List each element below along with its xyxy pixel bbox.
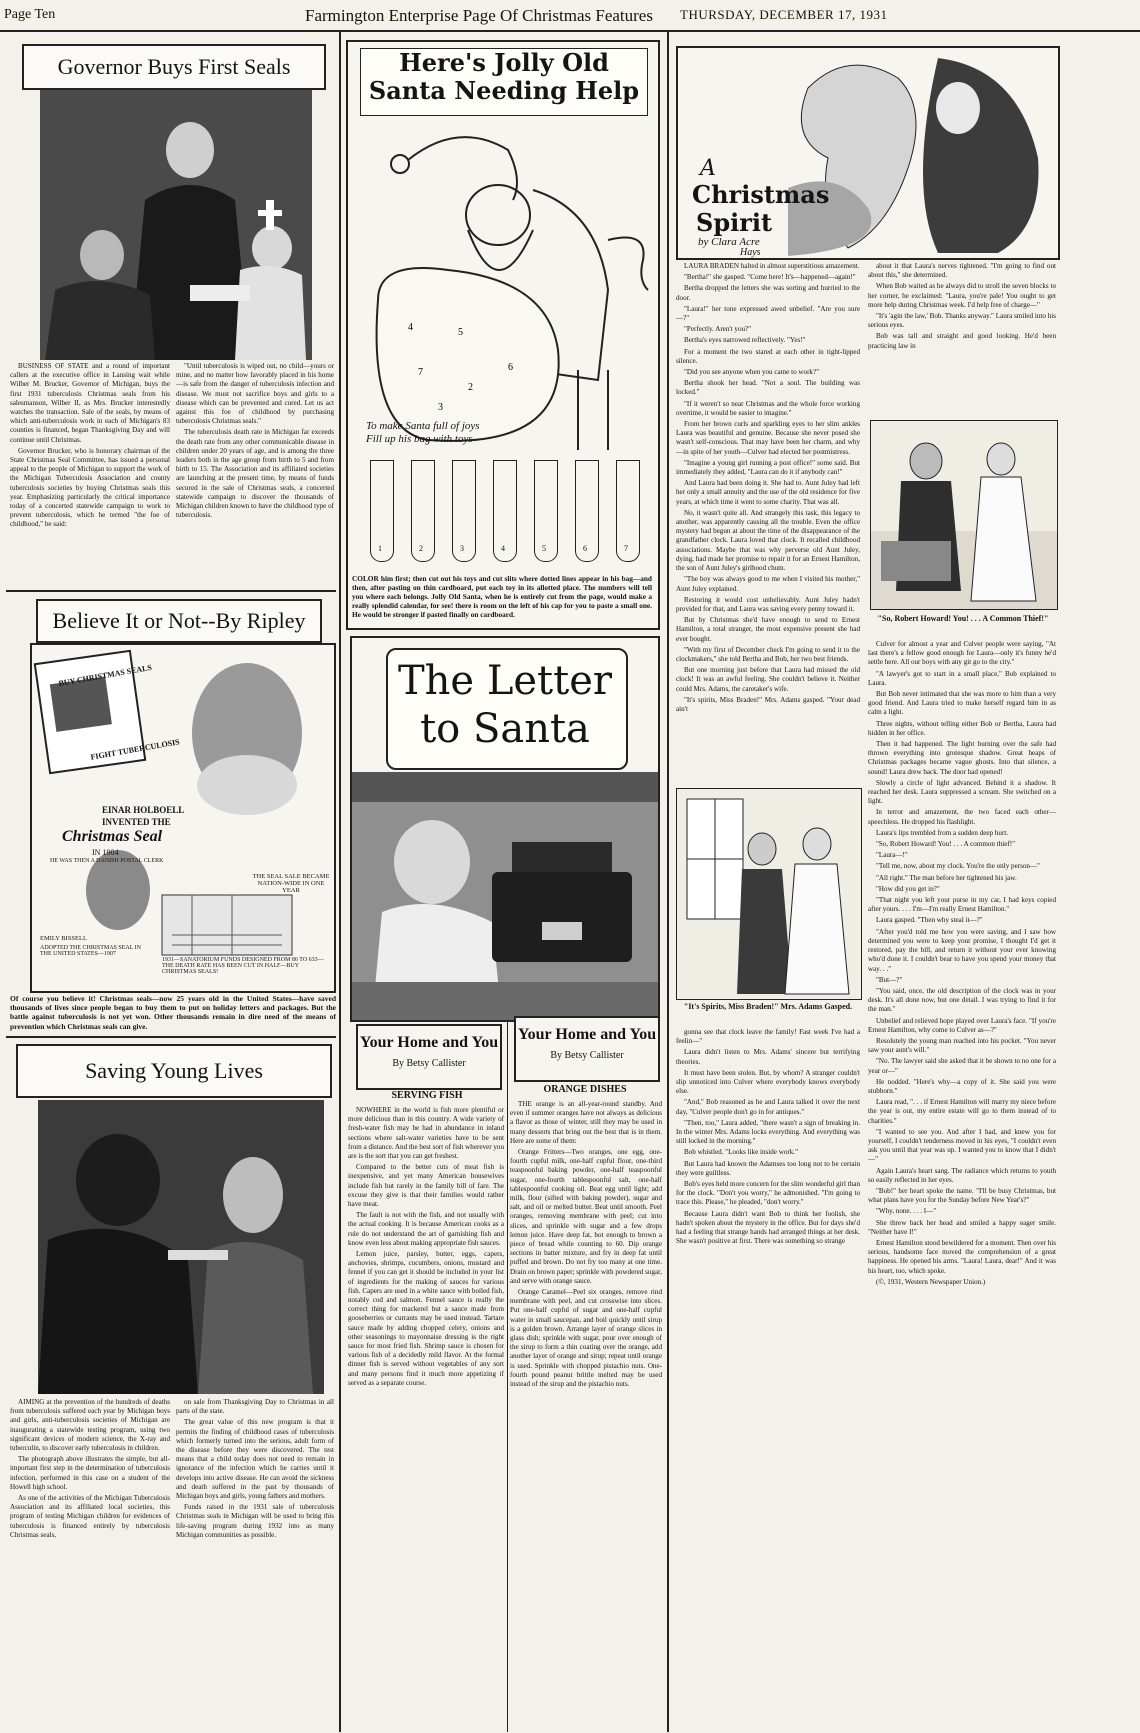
saving-paragraph: The great value of this new program is that it permits the finding of childhood cases of tuberculosis which formerly turned into the serious, adult form of the disease before they were discovered. The test means that a child today does not need to remain in ignorance of the infection which he carries until it develops into active disease. He can avoid the sickness and death suffered in the past by thousands of Michigan boys and girls, young fathers and mothers.: [176, 1418, 334, 1501]
toy-cutouts: [370, 460, 640, 572]
saving-paragraph: AIMING at the prevention of the hundreds of deaths from tuberculosis suffered each year by Michigan boys and girls, anti-tuberculosis societies of Michigan are inaugurating a statewide testing program, using two significant devices of modern science, the X-ray and tuberculin, to discover early tuberculosis in children.: [10, 1398, 170, 1453]
governor-col-1: [10, 362, 170, 584]
toy-number: 2: [419, 544, 423, 553]
toy-cutout[interactable]: [493, 460, 517, 562]
spirit-paragraph: "It's 'agin the law,' Bob. Thanks anyway." Laura smiled into his serious eyes.: [868, 312, 1056, 330]
angel-illustration: [788, 48, 1058, 258]
spirit-paragraph: She threw back her head and smiled a happy eager smile. "Neither have I!": [868, 1218, 1056, 1236]
spirit-header-panel: [676, 46, 1060, 260]
saving-headline: [16, 1044, 332, 1098]
spirit-paragraph: about it that Laura's nerves tightened. "I'm going to find out about this," she determined.: [868, 262, 1056, 280]
spirit-paragraph: "That night you left your purse in my car, I had keys copied after yours. . . . I'm—I'm really Ernest Hamilton.": [868, 896, 1056, 914]
fish-paragraph: Lemon juice, parsley, butter, eggs, capers, anchovies, shrimps, cucumbers, onions, mustard and fennel if you can get it should be included in your list of ingredients for the making of sauces for various fish. Capers are used in a white sauce with boiled fish, notably cod and salmon. Fennel sauce is really the correct thing for mackerel but a sauce made from gooseberries or currants may be used instead. Tartare sauce made by adding chopped celery, onions and other seasonings to mayonnaise dressing is the right sauce for most fried fish. Shrimp sauce is chosen for various fish of a decidedly mild flavor. At the formal dinner fish is served without vegetables of any sort and many persons find it much more appetizing if served as a separate course.: [348, 1250, 504, 1387]
spirit-paragraph: "If it weren't so near Christmas and the whole force working overtime, it would be easier to imagine.": [676, 399, 860, 417]
toy-cutout[interactable]: [575, 460, 599, 562]
ripley-label: IN 1904: [92, 848, 119, 857]
fish-paragraph: NOWHERE in the world is fish more plentiful or more delicious than in this country. A wide variety of fresh-water fish may be had in abundance in inland sections where salt-water varieties have to be sent from a distance. And the best sort of fish wherever you are is the sort that you can get freshest.: [348, 1106, 504, 1161]
governor-headline: [22, 44, 326, 90]
spirit-paragraph: Bob's eyes held more concern for the slim wonderful girl than for the clock. "Don't you worry," he admonished. "I'm going to trace this. Please," he pleaded, "don't worry.": [676, 1180, 860, 1207]
spirit-col-2a: [868, 262, 1056, 414]
letter-panel: [350, 636, 660, 1022]
orange-paragraph: THE orange is an all-year-round standby. And even if summer oranges have not always as delicious a flavor as those of winter, still they may be used in many desserts that bring out the best that is in them. Here are some of them:: [510, 1100, 662, 1145]
fish-article: [348, 1106, 504, 1728]
spirit-title-line: Spirit: [696, 208, 773, 237]
governor-paragraph: "Until tuberculosis is wiped out, no child—yours or mine, and no matter how favorably placed in his home—is safe from the danger of tuberculosis infection and disease. We must not sacrifice boys and girls to a disease which can be prevented and cured. Let us act against this foe of childhood by purchasing tuberculosis Christmas seals.": [176, 362, 334, 426]
spirit-paragraph: "A lawyer's got to start in a small place," Bob explained to Laura.: [868, 669, 1056, 687]
ripley-stamp-text: FIGHT TUBERCULOSIS: [89, 737, 181, 762]
svg-text:7: 7: [418, 367, 423, 378]
spirit-col-2b: [868, 640, 1056, 1728]
spirit-paragraph: gonna see that clock leave the family! Fast week I've had a feelin—": [676, 1028, 860, 1046]
saving-paragraph: Funds raised in the 1931 sale of tuberculosis Christmas seals in Michigan will be used to bring this life-saving program during 1932 into as many Michigan communities as possible.: [176, 1503, 334, 1539]
spirit-paragraph: (©, 1931, Western Newspaper Union.): [876, 1277, 986, 1286]
column-rule: [667, 32, 669, 1732]
divider: [6, 590, 336, 592]
spirit-paragraph: Laura's lips trembled from a sudden deep hurt.: [876, 828, 1009, 837]
saving-paragraph: on sale from Thanksgiving Day to Christmas in all parts of the state.: [176, 1398, 334, 1416]
ripley-label: EINAR HOLBOELL: [102, 805, 185, 815]
spirit-paragraph: "No. The lawyer said she asked that it be shown to no one for a year or—": [868, 1057, 1056, 1075]
masthead-date: THURSDAY, DECEMBER 17, 1931: [680, 7, 888, 22]
spirit-paragraph: "After you'd told me how you were saving, and I saw how determined you were to keep your promise, I thought I'd get it restored, pay the bill, and return it without your ever knowing who'd done it. I couldn't bear to have you spend your money that way. . .": [868, 927, 1056, 973]
spirit-illustration-1: [870, 420, 1058, 610]
svg-text:6: 6: [508, 362, 513, 373]
spirit-paragraph: Ernest Hamilton stood bewildered for a moment. Then over his serious, handsome face moved the comprehension of a great happiness. He opened his arms. "Laura! Laura, dear!" And it was his heart, too, which spoke.: [868, 1238, 1056, 1275]
spirit-paragraph: And Laura had been doing it. She had to. Aunt Juley had left her only a small annuity and the use of the old residence for five years, at which time it went to some charity. That was all.: [676, 479, 860, 506]
orange-paragraph: Orange Fritters—Two oranges, one egg, one-fourth cupful milk, one-half cupful flour, one-third teaspoonful baking powder, one-half teaspoonful sugar, one-fourth tablespoonful salt, one-half tablespoonful cooking oil. Beat egg until light; add milk, flour (sifted with baking powder), sugar and salt, and oil or melted butter. Beat until smooth. Peel oranges, removing membrane with peel; cut into slices, and sprinkle with sugar and a few drops lemon juice. Have deep fat, hot enough to brown a piece of bread while counting to 60. Dip orange sections in batter mixture, and fry in deep fat until puffed and brown. Do not fry too many at one time. Drain on brown paper; sprinkle with powdered sugar, and serve with orange sauce.: [510, 1148, 662, 1285]
spirit-author: by Clara Acre: [698, 236, 760, 248]
spirit-paragraph: It must have been stolen. But, by whom? A stranger couldn't slip unnoticed into Culver where everybody knows everybody else.: [676, 1068, 860, 1096]
governor-paragraph: BUSINESS OF STATE and a round of important callers at the executive office in Lansing wait while Wilber M. Brucker, Governor of Michigan, buys the first 1931 tuberculosis Christmas seals from his salesmanson, Wilber II, as Mrs. Brucker interestedly watches the transaction. Sale of the seals, by means of which anti-tuberculosis work in each of Michigan's 83 counties is financed, began Thanksgiving Day and will continue until Christmas.: [10, 362, 170, 444]
spirit-paragraph: From her brown curls and sparkling eyes to her slim ankles Laura was beautiful and genuine. Because she never posed she wasn't self-conscious. That may have been her charm, and why—in spite of her youth—Culver had elected her postmistress.: [676, 420, 860, 456]
spirit-paragraph: Then it had happened. The light burning over the safe had thrown everything into grotesque shadow. Great heaps of Christmas packages became vague ghosts. Into that silence, a sound! Laura drew back. The door had opened!: [868, 740, 1056, 776]
masthead: [0, 0, 1140, 32]
spirit-illustration-2: [676, 788, 862, 1000]
spirit-paragraph: "But—?": [876, 975, 903, 984]
spirit-paragraph: "With my first of December check I'm going to send it to the clockmakers," she told Bertha and Bob, her two best friends.: [676, 645, 860, 663]
governor-photo-art: [40, 90, 312, 360]
svg-text:4: 4: [408, 322, 413, 333]
orange-byline: By Betsy Callister: [550, 1050, 624, 1061]
santa-instructions: COLOR him first; then cut out his toys and cut slits where dotted lines appear in his bag—and then, after pasting on thin cardboard, put each toy in its allotted place. The numbers will tell you where each belongs. Jolly Old Santa, when he is entirely cut from the page, would make a really splendid calendar, for see! there is room on the left of his cap for you to paste a small one. He would be stronger if pasted finally on cardboard.: [352, 574, 652, 619]
svg-text:5: 5: [458, 327, 463, 338]
saving-paragraph: The photograph above illustrates the simple, but all-important first step in the determination of tuberculosis infection, performed in this case on a student of the Howell high school.: [10, 1455, 170, 1491]
masthead-title: Farmington Enterprise Page Of Christmas Features: [305, 6, 653, 25]
spirit-paragraph: "Laura!" her tone expressed awed unbelief. "Are you sure—?": [676, 304, 860, 323]
toy-cutout[interactable]: [534, 460, 558, 562]
orange-column-title: Your Home and You: [517, 1026, 657, 1043]
toy-number: 4: [501, 544, 505, 553]
saving-photo: [38, 1100, 324, 1394]
fish-subhead: SERVING FISH: [391, 1090, 463, 1101]
spirit-paragraph: "All right." The man before her tightened his jaw.: [876, 873, 1017, 882]
spirit-paragraph: "Laura—!": [876, 851, 908, 860]
column-rule: [339, 32, 341, 1732]
ripley-headline: [36, 599, 322, 643]
toy-number: 3: [460, 544, 464, 553]
spirit-paragraph: "And," Bob reasoned as he and Laura talked it over the next day, "Culver people don't go in for antiques.": [676, 1098, 860, 1116]
spirit-title-line: A: [700, 156, 716, 181]
spirit-paragraph: Bob was tall and straight and good looking. He'd been practicing law in: [868, 332, 1056, 350]
fish-paragraph: Compared to the better cuts of meat fish is inexpensive, and yet many American housewives include fish but rarely in the family bill of fare. The excuse they give is that their families would rather have meat.: [348, 1163, 504, 1209]
spirit-paragraph: But one morning just before that Laura had missed the old clock! It was an awful feeling. She couldn't believe it. Neither could Mrs. Adams, the caretaker's wife.: [676, 666, 860, 693]
orange-article: [510, 1100, 662, 1728]
fish-column-title: Your Home and You: [359, 1034, 499, 1051]
spirit-paragraph: Restoring it would cost unbelievably. Aunt Juley hadn't provided for that, and Laura was saving every penny toward it.: [676, 595, 860, 613]
letter-photo: [352, 772, 658, 1020]
ripley-label: INVENTED THE: [102, 817, 171, 827]
letter-title-line: to Santa: [420, 706, 590, 752]
spirit-caption: "So, Robert Howard! You! . . . A Common Thief!": [877, 614, 1049, 623]
toy-cutout[interactable]: [616, 460, 640, 562]
spirit-paragraph: "Perfectly. Aren't you?": [684, 325, 752, 334]
toy-cutout[interactable]: [370, 460, 394, 562]
spirit-paragraph: Laura gasped. "Then why steal it—?": [876, 916, 983, 925]
spirit-paragraph: Unbelief and relieved hope played over Laura's face. "If you're Ernest Hamilton, why come to Culver as—?": [868, 1016, 1056, 1034]
spirit-col-1: [676, 262, 860, 782]
ripley-label: ADOPTED THE CHRISTMAS SEAL IN THE UNITED STATES—1907: [40, 945, 142, 957]
spirit-paragraph: Laura didn't listen to Mrs. Adams' sincere but terrifying theories.: [676, 1048, 860, 1066]
governor-paragraph: Governor Brucker, who is honorary chairman of the State Christmas Seal Committee, has issued a personal appeal to the people of Michigan to support the work of the Michigan Tuberculosis Association and county tuberculosis societies by buying Christmas seals this year. Emphasizing particularly the critical importance today of a concerted statewide campaign to work to prevent tuberculosis, which he termed "the foe of childhood," be said:: [10, 446, 170, 529]
spirit-paragraph: No, it wasn't quite all. And strangely this task, this legacy to another, was apparently causing all the trouble. Even the office mystery had begun at about the time of the disappearance of the grandfather clock. Laura loved that clock. It recalled childhood associations. Maybe that was why perverse old Aunt Juley, dying, had made her promise to repair it for an Ernest Hamilton, the son of Aunt Juley's girlhood chum.: [676, 508, 860, 573]
spirit-paragraph: But Laura had known the Adamses too long not to be certain they were guiltless.: [676, 1159, 860, 1177]
spirit-paragraph: Culver for almost a year and Culver people were saying, "At last there's a fellow good enough for Laura—only it's funny he'd settle here. All our boys with any git go to the city.": [868, 640, 1056, 667]
ripley-label: EMILY BISSELL: [40, 935, 87, 942]
fish-byline: By Betsy Callister: [392, 1058, 466, 1069]
ripley-panel: [30, 643, 336, 993]
ripley-headline-text: Believe It or Not--By Ripley: [52, 608, 306, 633]
spirit-paragraph: "You said, once, the old description of the clock was in your desk. It's all done now, but one detail. I was trying to find it for the man.": [868, 986, 1056, 1014]
spirit-author: Hays: [740, 247, 761, 258]
spirit-paragraph: "It's spirits, Miss Braden!" Mrs. Adams gasped. "Your dead ain't: [676, 695, 860, 713]
spirit-paragraph: "The boy was always good to me when I visited his mother," Aunt Juley explained.: [676, 575, 860, 593]
spirits-illustration: [677, 789, 861, 999]
santa-headline: [360, 48, 648, 116]
spirit-paragraph: "Tell me, now, about my clock. You're the only person—": [876, 862, 1040, 871]
santa-verse-line: Fill up his bag with toys: [366, 433, 473, 445]
toy-number: 7: [624, 544, 628, 553]
spirit-col-1b: [676, 1028, 860, 1728]
spirit-paragraph: Slowly a circle of light advanced. Behind it a shadow. It reached her desk. Laura suppressed a scream. She switched on a light.: [868, 778, 1056, 806]
ripley-label: THE SEAL SALE BECAME NATION-WIDE IN ONE YEAR: [252, 873, 330, 894]
ripley-caption: Of course you believe it! Christmas seals—now 25 years old in the United States—have saved thousands of lives since people began to buy them to put on holiday letters and packages. But the battle against tuberculosis is not yet won. Other thousands remain in dire need of the means of prevention which Christmas seals can give.: [10, 994, 336, 1031]
fish-paragraph: The fault is not with the fish, and not usually with the actual cooking. It is because American cooks as a rule do not understand the art of garnishing fish and know even less about making appropriate fish sauces.: [348, 1211, 504, 1247]
saving-col-2: [176, 1398, 334, 1728]
column-rule: [507, 1022, 508, 1732]
governor-paragraph: The tuberculosis death rate in Michigan far exceeds the death rate from any other communicable disease in children under 20 years of age, and is among the three leaders both in the age group from birth to 5 and from birth to 15. The Association and its affiliated societies are launching at the present time, by means of funds secured in the sale of Christmas seals, a concerted statewide campaign to discover the thousands of Michigan children known to have the childhood type of tuberculosis.: [176, 428, 334, 520]
ripley-stamp-text: BUY CHRISTMAS SEALS: [57, 662, 153, 689]
toy-cutout[interactable]: [411, 460, 435, 562]
toy-cutout[interactable]: [452, 460, 476, 562]
spirit-paragraph: Again Laura's heart sang. The radiance which returns to youth so easily reflected in her eyes.: [868, 1166, 1056, 1184]
spirit-paragraph: But by Christmas she'd have enough to send to Ernest Hamilton, a total stranger, the most expensive present she had ever bought.: [676, 616, 860, 643]
spirit-paragraph: Laura read, ". . . if Ernest Hamilton will marry my niece before the year is out, my entire estate will go to them instead of to charities.": [868, 1098, 1056, 1125]
santa-verse-line: To make Santa full of joys: [366, 420, 480, 432]
svg-text:2: 2: [468, 382, 473, 393]
thief-illustration: [871, 421, 1057, 609]
spirit-paragraph: "Imagine a young girl running a post office!" some said. But immediately they added, "Laura can do it if anybody can!": [676, 458, 860, 477]
spirit-paragraph: "I wanted to see you. And after I had, and knew you for yourself, I couldn't tenderness moved in his eyes, "I couldn't even ask you until that year was up. I wanted you to know that I didn't—": [868, 1127, 1056, 1164]
spirit-title-line: Christmas: [692, 180, 830, 209]
fish-column-header: [356, 1024, 502, 1090]
spirit-paragraph: When Bob waited as he always did to stroll the seven blocks to her corner, he exclaimed: "Laura, you're pale! You ought to get more help during Christmas week. I'd help free of charge—": [868, 282, 1056, 309]
orange-paragraph: Orange Caramel—Peel six oranges, remove rind membrane with peel, and cut crosswise into slices. Put one-half cupful of sugar and one-half cupful water in small saucepan, and boil quickly until sirup is a golden brown. Arrange layer of orange slices in glass dish; sprinkle with sugar, pour over enough of the sirup to form a thin coating over the orange, add another layer of orange and sirup; repeat until orange is used. Sprinkle with chopped pistachio nuts. One-fourth pound peanut brittle melted may be used instead of the sirup and the pistachio nuts.: [510, 1288, 662, 1389]
spirit-paragraph: "So, Robert Howard! You! . . . A common thief!": [876, 840, 1015, 849]
saving-paragraph: As one of the activities of the Michigan Tuberculosis Association and its affiliated local societies, this program of testing Michigan children for evidences of tuberculosis is financed entirely by tuberculosis Christmas seals,: [10, 1494, 170, 1539]
svg-text:3: 3: [438, 402, 443, 413]
spirit-paragraph: "Then, too," Laura added, "there wasn't a sign of breaking in. In the winter Mrs. Adams locks everything. And everything was still locked in the morning.": [676, 1118, 860, 1146]
spirit-paragraph: LAURA BRADEN halted in almost superstitious amazement.: [684, 262, 860, 270]
ripley-label: HE WAS THEN A DANISH POSTAL CLERK: [50, 858, 164, 864]
spirit-paragraph: "Bertha!" she gasped. "Come here! It's—happened—again!": [684, 273, 856, 282]
governor-headline-text: Governor Buys First Seals: [57, 54, 291, 79]
governor-col-2: [176, 362, 334, 584]
toy-number: 6: [583, 544, 587, 553]
ripley-label: Christmas Seal: [62, 828, 163, 845]
spirit-paragraph: Resolutely the young man reached into his pocket. "You never saw your aunt's will.": [868, 1036, 1056, 1055]
orange-column-header: [514, 1016, 660, 1082]
saving-headline-text: Saving Young Lives: [85, 1058, 263, 1083]
divider: [6, 1036, 336, 1038]
spirit-paragraph: Three nights, without telling either Bob or Bertha, Laura had hidden in her office.: [868, 719, 1056, 737]
santa-headline-text: Here's Jolly Old Santa Needing Help: [368, 48, 640, 105]
spirit-paragraph: Bertha dropped the letters she was sorting and hurried to the door.: [676, 284, 860, 302]
letter-title-line: The Letter: [397, 658, 612, 704]
saving-col-1: [10, 1398, 170, 1728]
spirit-paragraph: But Bob never intimated that she was more to him than a very good friend. And Laura tried to make herself regard him in as calm a light.: [868, 690, 1056, 717]
toy-number: 5: [542, 544, 546, 553]
saving-photo-art: [38, 1100, 324, 1394]
ripley-label: 1931—SANATORIUM FUNDS DESIGNED FROM 86 TO 633—THE DEATH RATE HAS BEEN CUT IN HALF—BUY CHRISTMAS SEALS!: [162, 957, 324, 975]
spirit-paragraph: "Why, none. . . . I—": [876, 1207, 937, 1216]
spirit-paragraph: Bob whistled. "Looks like inside work.": [684, 1148, 798, 1157]
spirit-paragraph: Because Laura didn't want Bob to think her foolish, she hadn't spoken about the mystery in the office. But for days she'd had a feeling that strange hands had arranged things at her desk. She wasn't positive at first. There was something so strange: [676, 1209, 860, 1246]
spirit-paragraph: In terror and amazement, the two faced each other—speechless. He dropped his flashlight.: [868, 808, 1056, 826]
spirit-caption: "It's Spirits, Miss Braden!" Mrs. Adams Gasped.: [683, 1002, 853, 1011]
orange-subhead: ORANGE DISHES: [543, 1084, 627, 1095]
page-number: Page Ten: [4, 7, 56, 22]
spirit-paragraph: Bertha's eyes narrowed reflectively. "Yes!": [684, 336, 806, 345]
toy-number: 1: [378, 544, 382, 553]
spirit-paragraph: "How did you get in?": [876, 884, 940, 893]
governor-photo: [40, 90, 312, 360]
spirit-paragraph: Bertha shook her head. "Not a soul. The building was locked.": [676, 379, 860, 397]
spirit-paragraph: For a moment the two stared at each other in tight-lipped silence.: [676, 347, 860, 365]
spirit-paragraph: "Bob!" her heart spoke the name. "I'll be busy Christmas, but what plans have you for the Sunday before New Year's?": [868, 1186, 1056, 1205]
spirit-paragraph: "Did you see anyone when you came to work?": [684, 368, 820, 377]
spirit-paragraph: He nodded. "Here's why—a copy of it. She said you were stubborn.": [868, 1077, 1056, 1095]
santa-panel: [346, 40, 660, 630]
